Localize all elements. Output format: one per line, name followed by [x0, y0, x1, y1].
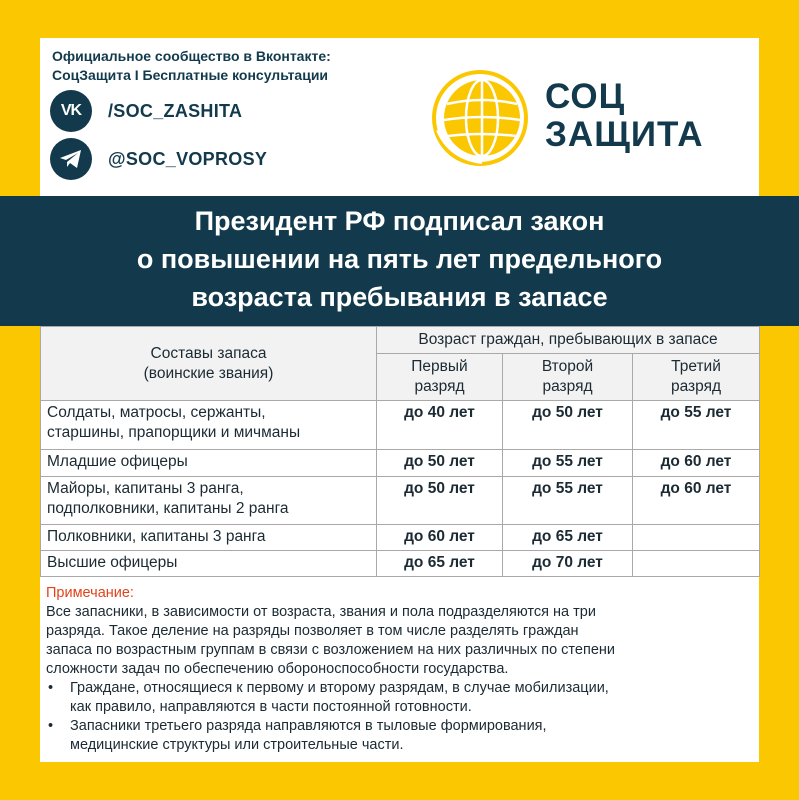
vk-icon-text: VK	[60, 102, 82, 119]
grade-header-1: Первый разряд	[377, 354, 503, 401]
vk-icon	[50, 90, 92, 132]
row-value-grade-1: до 50 лет	[377, 450, 503, 477]
row-value-grade-1: до 50 лет	[377, 477, 503, 525]
note-bullet-2: • Запасники третьего разряда направляются в тыловые формирования, медицинские структуры или строительные части.	[48, 718, 547, 753]
table-row	[41, 551, 760, 577]
row-value-grade-3	[633, 551, 760, 577]
grade-header-2: Второй разряд	[503, 354, 633, 401]
note-paragraph: Все запасники, в зависимости от возраста, звания и пола подразделяются на три разряда. Такое деление на разряды позволяет в том числе разделять граждан запаса по возрастным группам в связи с возложением на них различных по степени сложности задач по обеспечению обороноспособности государства.	[46, 604, 615, 677]
globe-logo-icon	[430, 68, 530, 168]
header-card	[40, 38, 759, 196]
telegram-icon	[50, 138, 92, 180]
telegram-handle[interactable]: @SOC_VOPROSY	[108, 148, 268, 169]
row-value-grade-2: до 70 лет	[503, 551, 633, 577]
table-row	[41, 401, 760, 450]
row-category: Майоры, капитаны 3 ранга, подполковники, капитаны 2 ранга	[41, 477, 377, 525]
row-value-grade-1: до 40 лет	[377, 401, 503, 450]
row-value-grade-3: до 60 лет	[633, 477, 760, 525]
row-value-grade-2: до 55 лет	[503, 450, 633, 477]
table-row	[41, 525, 760, 551]
note-title: Примечание:	[46, 585, 134, 601]
brand-line-1: СОЦ	[545, 77, 626, 116]
brand-line-2: ЗАЩИТА	[545, 115, 704, 154]
community-line-1: Официальное сообщество в Вконтакте:	[52, 48, 331, 64]
row-category: Младшие офицеры	[41, 450, 377, 477]
bullet-icon: •	[48, 718, 54, 734]
note-section	[46, 584, 751, 755]
table-row	[41, 477, 760, 525]
title-banner	[0, 196, 799, 326]
note-bullet-1: • Граждане, относящиеся к первому и второму разрядам, в случае мобилизации, как правило, направляются в части постоянной готовности.	[48, 680, 609, 715]
row-category: Солдаты, матросы, сержанты, старшины, прапорщики и мичманы	[41, 401, 377, 450]
reserve-age-table	[40, 326, 760, 577]
community-info	[52, 47, 331, 85]
row-category: Полковники, капитаны 3 ранга	[41, 525, 377, 551]
title-line-2: о повышении на пять лет предельного	[136, 244, 663, 274]
row-category: Высшие офицеры	[41, 551, 377, 577]
age-header: Возраст граждан, пребывающих в запасе	[377, 327, 760, 354]
vk-link[interactable]	[50, 90, 242, 132]
title-line-1: Президент РФ подписал закон	[194, 206, 605, 236]
row-value-grade-3: до 60 лет	[633, 450, 760, 477]
telegram-link[interactable]	[50, 138, 267, 180]
bullet-icon: •	[48, 680, 54, 696]
vk-handle[interactable]: /SOC_ZASHITA	[108, 100, 243, 121]
row-value-grade-1: до 65 лет	[377, 551, 503, 577]
row-value-grade-2: до 50 лет	[503, 401, 633, 450]
row-value-grade-2: до 55 лет	[503, 477, 633, 525]
row-value-grade-1: до 60 лет	[377, 525, 503, 551]
grade-header-3: Третий разряд	[633, 354, 760, 401]
row-value-grade-3	[633, 525, 760, 551]
row-value-grade-2: до 65 лет	[503, 525, 633, 551]
row-value-grade-3: до 55 лет	[633, 401, 760, 450]
content-panel	[40, 326, 759, 762]
brand-name	[545, 78, 703, 154]
community-line-2: СоцЗащита I Бесплатные консультации	[52, 67, 329, 83]
category-header: Составы запаса (воинские звания)	[41, 327, 377, 401]
table-row	[41, 450, 760, 477]
title-line-3: возраста пребывания в запасе	[191, 282, 608, 312]
